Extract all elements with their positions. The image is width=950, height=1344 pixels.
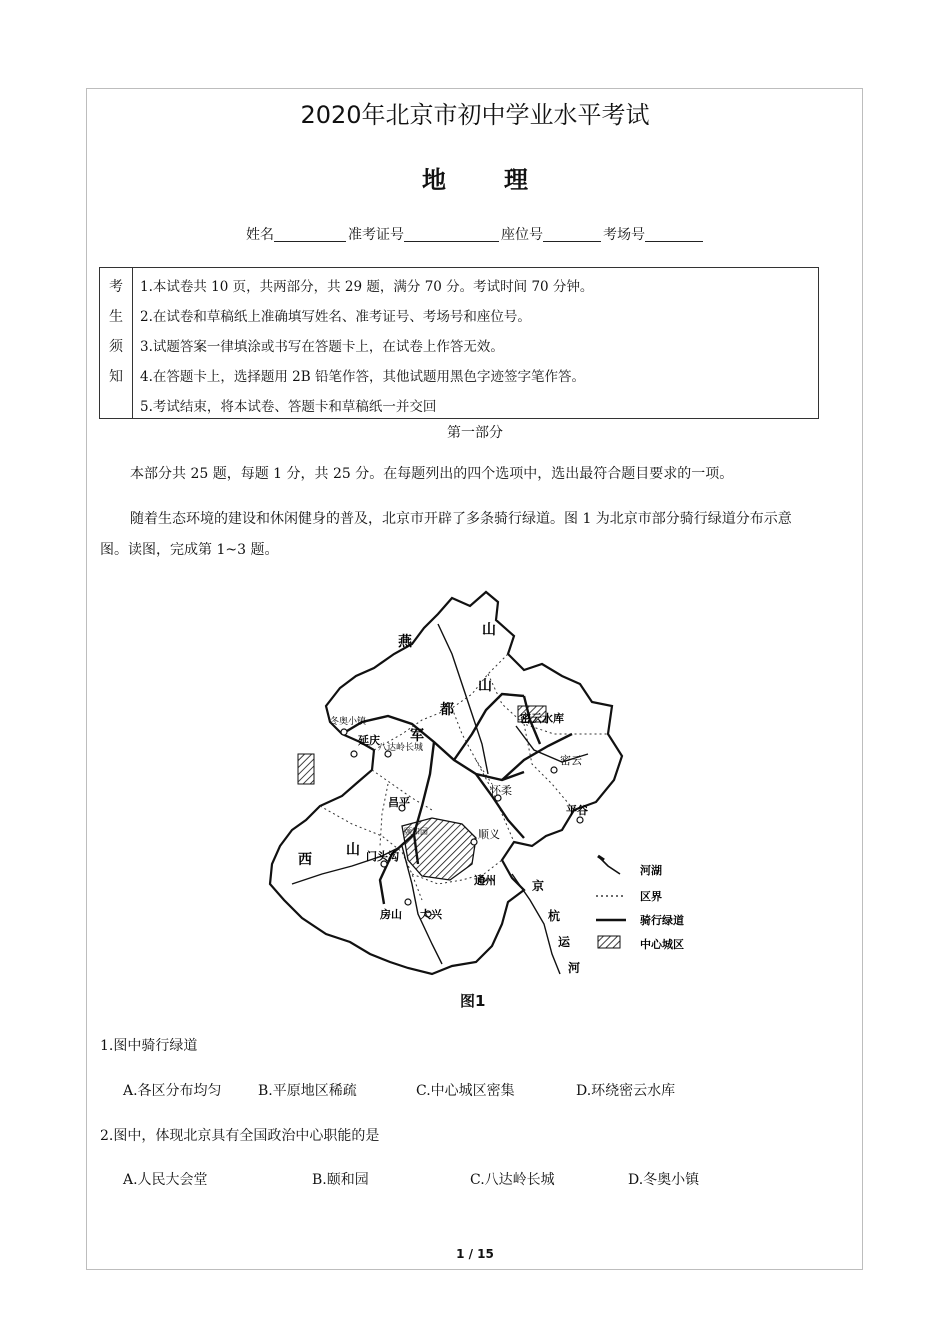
city-boundary: [270, 592, 622, 974]
seat-blank[interactable]: [543, 227, 601, 242]
label-changping: 昌平: [388, 796, 410, 809]
label-miyun: 密云: [560, 754, 582, 767]
subject-title: 地理: [422, 166, 586, 194]
label-yiheyuan: 颐和园: [404, 827, 428, 836]
field-label-seat: 座位号: [501, 227, 543, 243]
q2-option-c[interactable]: C.八达岭长城: [470, 1172, 555, 1188]
notice-heading-char: 生: [109, 309, 123, 325]
label-canal: 河: [568, 961, 581, 975]
passage-line-2: 图。读图，完成第 1~3 题。: [100, 542, 279, 558]
q1-option-a[interactable]: A.各区分布均匀: [123, 1083, 222, 1099]
legend-center: 中心城区: [640, 938, 684, 951]
notice-heading-char: 知: [109, 369, 123, 385]
legend-greenway: 骑行绿道: [640, 914, 684, 927]
notice-item: 4.在答题卡上，选择题用 2B 铅笔作答，其他试题用黑色字迹签字笔作答。: [140, 369, 585, 385]
field-label-room: 考场号: [603, 227, 645, 243]
exam-id-blank[interactable]: [404, 227, 499, 242]
label-huairou: 怀柔: [490, 784, 512, 797]
exam-title: 2020年北京市初中学业水平考试: [300, 101, 650, 129]
label-canal: 运: [558, 935, 571, 949]
label-jun: 军: [410, 728, 424, 744]
notice-heading-char: 须: [109, 339, 123, 355]
guanting-reservoir-shape: [298, 754, 314, 784]
q1-option-d[interactable]: D.环绕密云水库: [576, 1083, 676, 1099]
notice-items: [133, 268, 593, 418]
field-label-name: 姓名: [246, 227, 274, 243]
legend-district: 区界: [640, 890, 662, 903]
label-du: 都: [440, 702, 454, 718]
label-dongao: 冬奥小镇: [330, 717, 367, 727]
beijing-greenway-map: [262, 584, 702, 984]
label-mentougou: 门头沟: [366, 850, 399, 863]
q2-option-d[interactable]: D.冬奥小镇: [628, 1172, 700, 1188]
label-xi: 西: [298, 852, 312, 868]
label-pinggu: 平谷: [566, 804, 588, 817]
label-shan: 山: [478, 678, 492, 694]
notice-heading: [100, 268, 133, 418]
notice-item: 3.试题答案一律填涂或书写在答题卡上，在试卷上作答无效。: [140, 339, 504, 355]
label-canal: 杭: [548, 909, 561, 923]
town-markers: [341, 729, 583, 917]
part-title: 第一部分: [447, 425, 503, 441]
label-badaling: 八达岭长城: [378, 743, 424, 753]
question-1-stem: 1.图中骑行绿道: [100, 1038, 198, 1054]
candidate-notice-box: [99, 267, 819, 419]
label-tongzhou: 通州: [474, 874, 496, 887]
label-yan: 燕: [398, 634, 412, 650]
label-miyun-reservoir: 密云水库: [520, 712, 564, 725]
field-label-exam-id: 准考证号: [348, 227, 404, 243]
q1-option-c[interactable]: C.中心城区密集: [416, 1083, 515, 1099]
room-blank[interactable]: [645, 227, 703, 242]
passage-line-1: 随着生态环境的建设和休闲健身的普及，北京市开辟了多条骑行绿道。图 1 为北京市部分骑行绿道分布示意: [130, 511, 792, 527]
label-yanqing: 延庆: [358, 734, 380, 747]
question-2-stem: 2.图中，体现北京具有全国政治中心职能的是: [100, 1128, 380, 1144]
notice-item: 2.在试卷和草稿纸上准确填写姓名、准考证号、考场号和座位号。: [140, 309, 531, 325]
name-blank[interactable]: [274, 227, 346, 242]
part-intro: 本部分共 25 题，每题 1 分，共 25 分。在每题列出的四个选项中，选出最符合题目要求的一项。: [130, 466, 734, 482]
figure-caption: 图1: [460, 992, 486, 1010]
label-shan: 山: [482, 622, 496, 638]
q2-option-b[interactable]: B.颐和园: [312, 1172, 369, 1188]
legend-center-symbol: [598, 936, 620, 948]
page-number: 1 / 15: [456, 1247, 494, 1261]
q2-option-a[interactable]: A.人民大会堂: [123, 1172, 208, 1188]
map-legend: [596, 856, 684, 951]
q1-option-b[interactable]: B.平原地区稀疏: [258, 1083, 357, 1099]
candidate-info-line: [246, 224, 705, 244]
notice-item: 1.本试卷共 10 页，共两部分，共 29 题，满分 70 分。考试时间 70 分钟。: [140, 279, 594, 295]
notice-item: 5.考试结束，将本试卷、答题卡和草稿纸一并交回: [140, 399, 437, 415]
label-shan: 山: [346, 842, 360, 858]
label-daxing: 大兴: [420, 908, 442, 921]
notice-heading-char: 考: [109, 279, 123, 295]
label-canal: 京: [532, 879, 545, 893]
legend-river: 河湖: [640, 864, 662, 877]
label-shunyi: 顺义: [478, 828, 500, 841]
label-fangshan: 房山: [380, 908, 402, 921]
